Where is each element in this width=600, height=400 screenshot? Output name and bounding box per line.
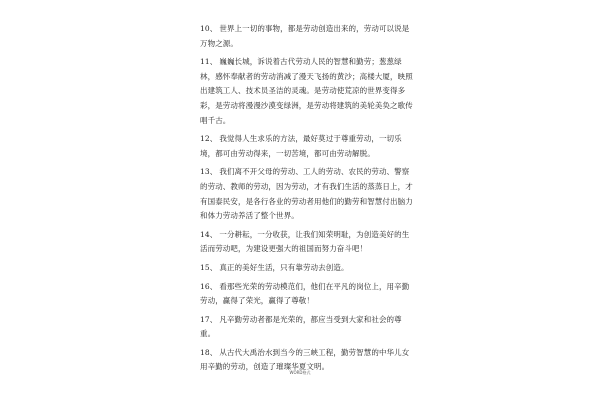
item-number: 12、 [200, 134, 218, 144]
list-item [200, 313, 415, 342]
list-item [200, 280, 415, 309]
list-item [200, 132, 415, 161]
item-number: 13、 [200, 167, 218, 177]
item-number: 10、 [200, 24, 218, 33]
list-item [200, 228, 415, 257]
list-item [200, 55, 415, 128]
item-text: 看那些光荣的劳动模范们，他们在平凡的岗位上，用辛勤劳动，赢得了荣光，赢得了尊敬！ [200, 281, 410, 306]
item-number: 17、 [200, 314, 218, 324]
item-text: 我们离不开父母的劳动、工人的劳动、农民的劳动、警察的劳动、教师的劳动，因为劳动，才有我们生活的蒸蒸日上，才有国泰民安，是各行各业的劳动者用他们的勤劳和智慧付出脑力和体力劳动养活了整个世界。 [200, 167, 413, 221]
page-footer: WORD格式 [289, 370, 311, 375]
item-text: 从古代大禹治水到当今的三峡工程，勤劳智慧的中华儿女用辛勤的劳动，创造了璀璨华夏文明。 [200, 347, 410, 372]
item-number: 16、 [200, 281, 218, 291]
item-text: 凡辛勤劳动者都是光荣的，都应当受到大家和社会的尊重。 [200, 314, 402, 339]
item-number: 15、 [200, 262, 218, 272]
item-number: 18、 [200, 347, 218, 357]
list-item [200, 22, 415, 51]
item-text: 我觉得人生求乐的方法，最好莫过于尊重劳动，一切乐境，都可由劳动得来，一切苦境，都可由劳动解脱。 [200, 134, 402, 158]
document-content [200, 22, 415, 379]
item-text: 世界上一切的事物，都是劳动创造出来的，劳动可以说是万物之源。 [200, 24, 410, 48]
list-item [200, 261, 415, 276]
item-text: 巍巍长城，诉说着古代劳动人民的智慧和勤劳；葱葱绿林，感怀奉献者的劳动消减了漫天飞扬的黄沙；高楼大厦，映照出建筑工人、技术员圣洁的灵魂。是劳动使荒凉的世界变得多彩，是劳动将漫漫沙漠变绿洲，是劳动将建筑的美轮美奂之歌传唱千古。 [200, 57, 413, 125]
item-number: 11、 [200, 57, 218, 67]
list-item [200, 165, 415, 223]
item-text: 真正的美好生活，只有靠劳动去创造。 [219, 262, 349, 272]
item-number: 14、 [200, 229, 218, 239]
item-text: 一分耕耘，一分收获，让我们知荣明耻，为创造美好的生活而劳动吧，为建设更强大的祖国而努力奋斗吧！ [200, 229, 410, 254]
